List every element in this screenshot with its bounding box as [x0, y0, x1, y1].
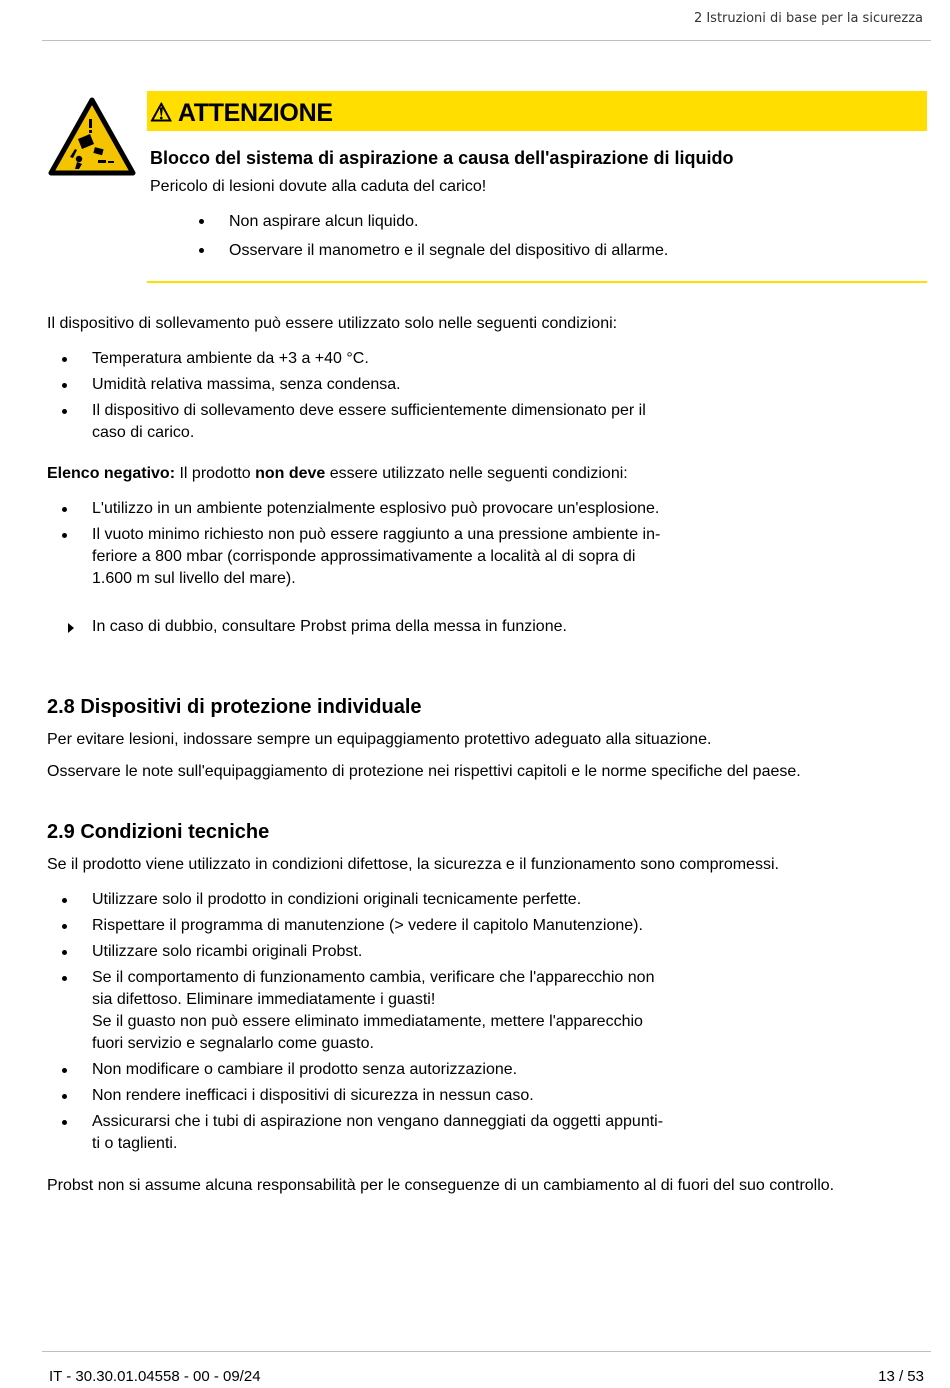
warning-signal-word-text: ATTENZIONE [177, 99, 333, 127]
action-arrow-icon [68, 623, 74, 633]
list-item: Temperatura ambiente da +3 a +40 °C. [47, 348, 646, 370]
falling-load-warning-icon [48, 97, 136, 177]
list-item: Il vuoto minimo richiesto non può essere raggiunto a una pressione ambiente in- feriore a 800 mbar (corrisponde approssimativamente a località al di sopra di 1.600 m sul livello del mare). [47, 524, 660, 590]
section-2-8-title: 2.8 Dispositivi di protezione individuale [47, 696, 422, 718]
header-title: 2 Istruzioni di base per la sicurezza [693, 11, 923, 26]
page-number: 13 / 53 [878, 1368, 924, 1385]
list-item: Assicurarsi che i tubi di aspirazione non vengano danneggiati da oggetti appunti- ti o taglienti. [47, 1111, 663, 1155]
list-item: Utilizzare solo ricambi originali Probst. [47, 941, 663, 963]
section-2-9-list [47, 889, 663, 1159]
warning-list [196, 207, 668, 265]
list-item: Utilizzare solo il prodotto in condizioni originali tecnicamente perfette. [47, 889, 663, 911]
list-item: Se il comportamento di funzionamento cambia, verificare che l'apparecchio non sia difettoso. Eliminare immediatamente i guasti! Se il guasto non può essere eliminato immediatamente, mettere l'apparecchio fuori servizio e segnalarlo come guasto. [47, 967, 663, 1055]
conditions-intro: Il dispositivo di sollevamento può essere utilizzato solo nelle seguenti condizioni: [47, 315, 618, 332]
negative-list-intro [47, 465, 628, 483]
section-2-9-title: 2.9 Condizioni tecniche [47, 821, 270, 843]
warning-triangle-icon: ⚠ [150, 99, 173, 127]
negative-label: Elenco negativo: [47, 465, 176, 482]
section-2-8-paragraph-1: Per evitare lesioni, indossare sempre un equipaggiamento protettivo adeguato alla situazione. [47, 731, 712, 748]
page-header [42, 0, 931, 41]
list-item: Il dispositivo di sollevamento deve essere sufficientemente dimensionato per il caso di carico. [47, 400, 646, 444]
section-2-9-closing: Probst non si assume alcuna responsabilità per le conseguenze di un cambiamento al di fuori del suo controllo. [47, 1177, 835, 1194]
list-item: Umidità relativa massima, senza condensa. [47, 374, 646, 396]
negative-emphasis: non deve [255, 465, 326, 482]
warning-signal-word [150, 98, 333, 128]
document-id: IT - 30.30.01.04558 - 00 - 09/24 [49, 1368, 261, 1385]
conditions-list [47, 348, 646, 448]
page-footer [42, 1351, 931, 1388]
negative-text-a: Il prodotto [175, 465, 256, 482]
negative-text-b: essere utilizzato nelle seguenti condizioni: [325, 465, 628, 482]
action-text: In caso di dubbio, consultare Probst prima della messa in funzione. [92, 618, 567, 635]
list-item: Non rendere inefficaci i dispositivi di sicurezza in nessun caso. [47, 1085, 663, 1107]
negative-list [47, 498, 660, 594]
warning-bottom-rule [147, 281, 927, 283]
section-2-8-paragraph-2: Osservare le note sull'equipaggiamento di protezione nei rispettivi capitoli e le norme specifiche del paese. [47, 763, 801, 780]
list-item: Osservare il manometro e il segnale del dispositivo di allarme. [196, 236, 668, 265]
warning-text: Pericolo di lesioni dovute alla caduta del carico! [150, 178, 487, 195]
warning-signal-bar [147, 91, 927, 131]
list-item: Non modificare o cambiare il prodotto senza autorizzazione. [47, 1059, 663, 1081]
action-instruction [47, 618, 567, 636]
list-item: Non aspirare alcun liquido. [196, 207, 668, 236]
list-item: L'utilizzo in un ambiente potenzialmente esplosivo può provocare un'esplosione. [47, 498, 660, 520]
warning-heading: Blocco del sistema di aspirazione a causa dell'aspirazione di liquido [150, 148, 734, 168]
section-2-9-intro: Se il prodotto viene utilizzato in condizioni difettose, la sicurezza e il funzionamento sono compromessi. [47, 856, 779, 873]
list-item: Rispettare il programma di manutenzione (> vedere il capitolo Manutenzione). [47, 915, 663, 937]
